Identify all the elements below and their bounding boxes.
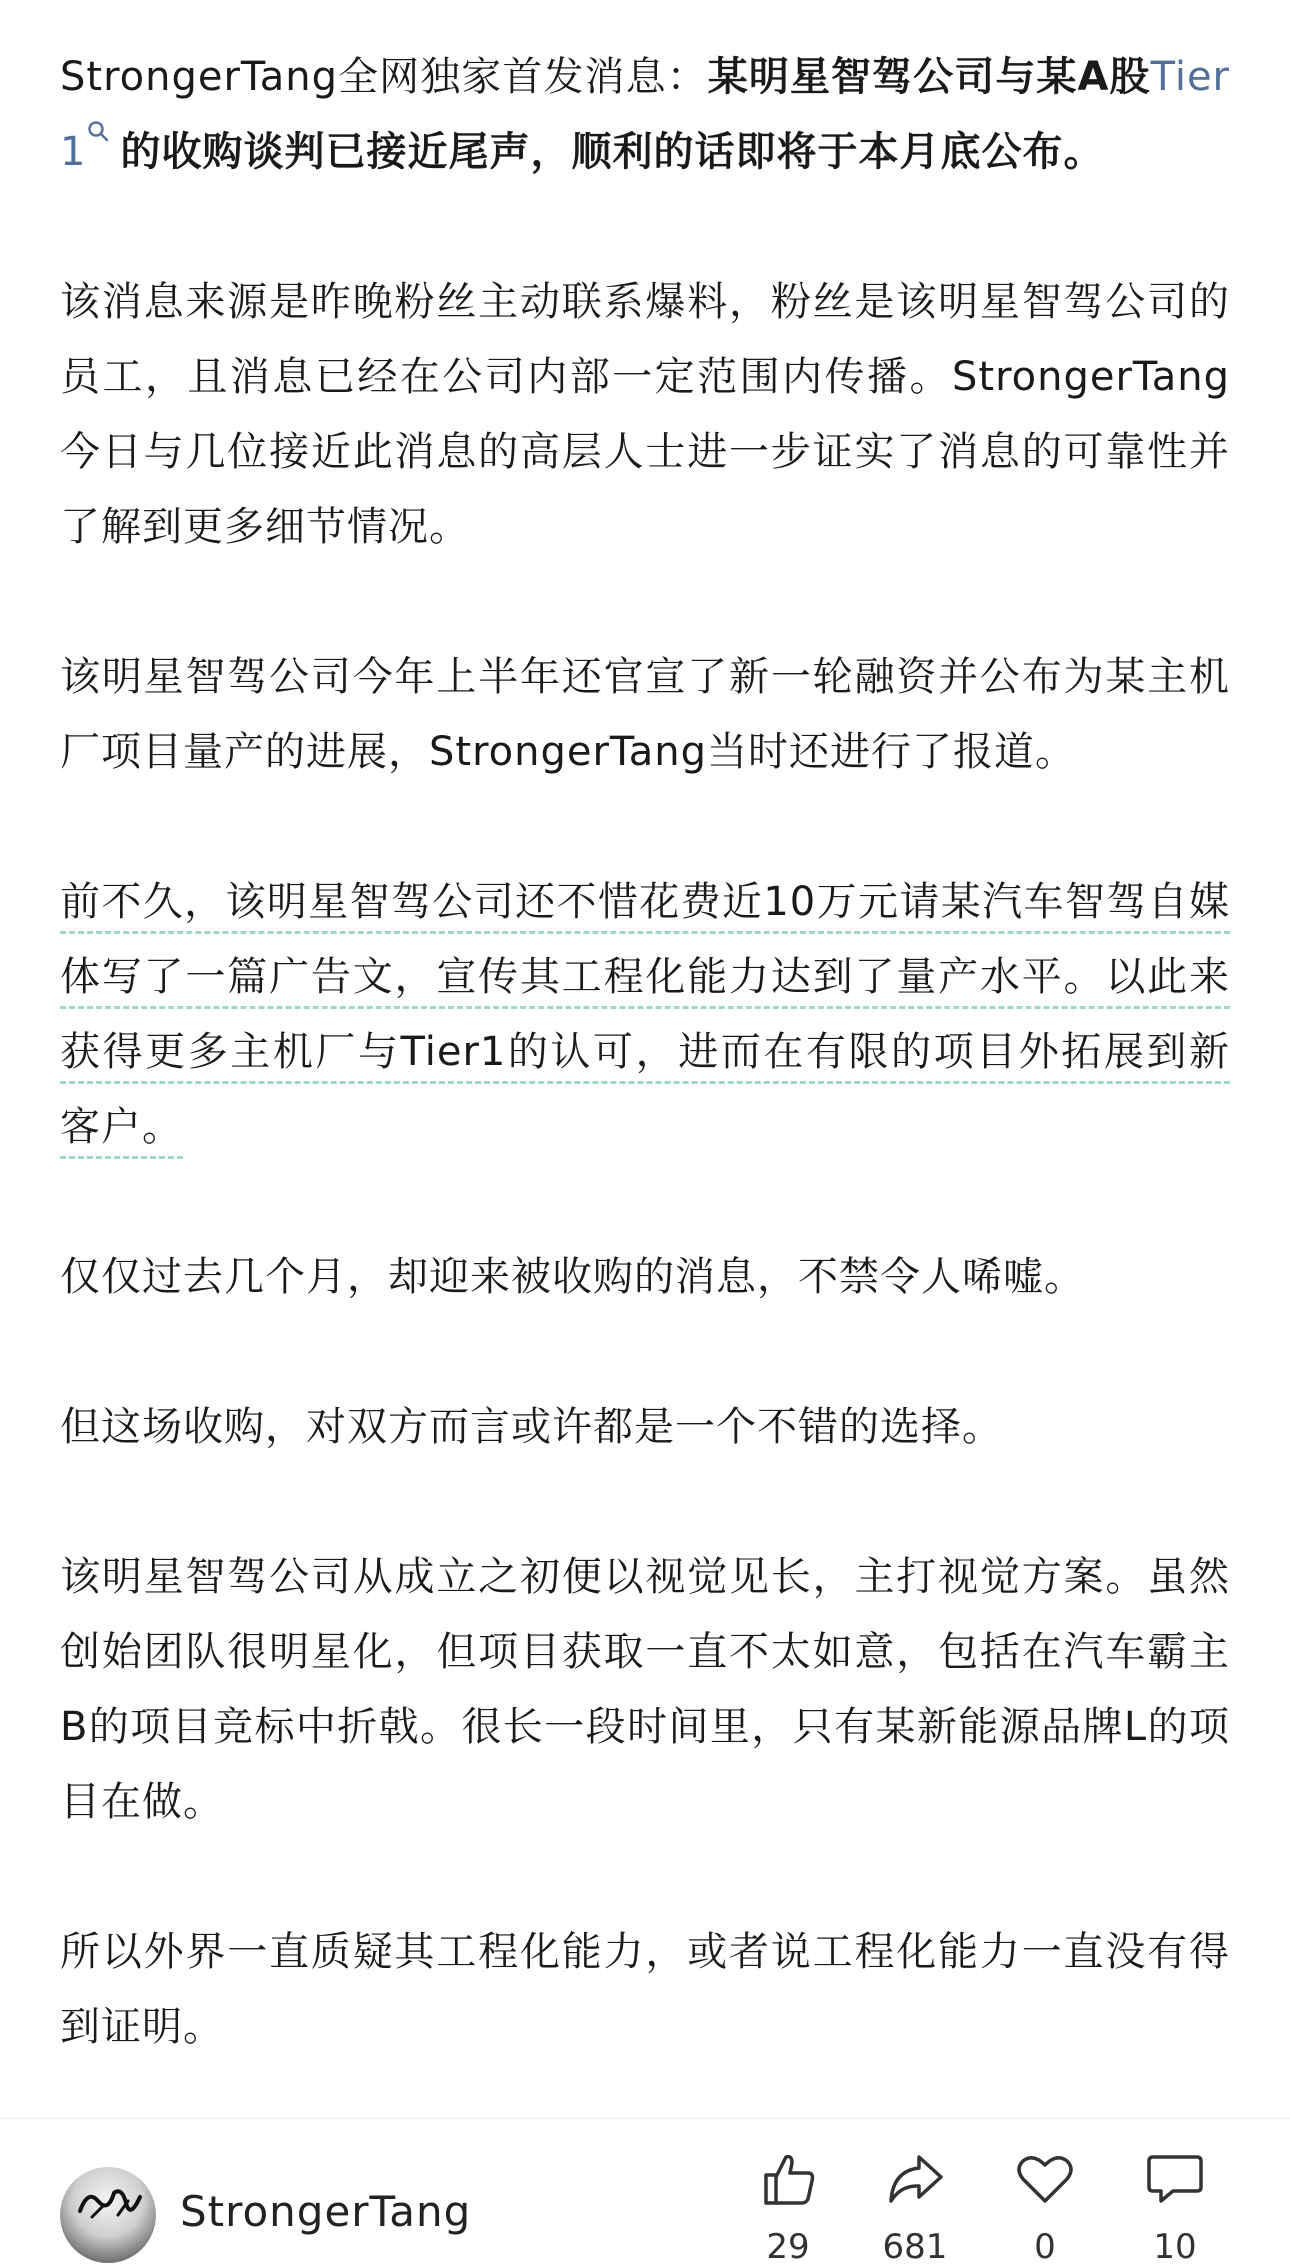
paragraph-4-highlighted[interactable] [60,865,1230,1165]
thumbs-up-icon [758,2149,818,2209]
paragraph-1 [60,40,1230,190]
paragraph-2: 该消息来源是昨晚粉丝主动联系爆料，粉丝是该明星智驾公司的员工，且消息已经在公司内部一定范围内传播。StrongerTang今日与几位接近此消息的高层人士进一步证实了消息的可靠性并了解到更多细节情况。 [60,279,1230,550]
favorite-count: 0 [1034,2227,1056,2265]
paragraph-7: 该明星智驾公司从成立之初便以视觉见长，主打视觉方案。虽然创始团队很明星化，但项目获取一直不太如意，包括在汽车霸主B的项目竞标中折戟。很长一段时间里，只有某新能源品牌L的项目在做。 [60,1554,1230,1825]
paragraph-3: 该明星智驾公司今年上半年还官宣了新一轮融资并公布为某主机厂项目量产的进展，StrongerTang当时还进行了报道。 [60,654,1230,775]
tier1-search-link[interactable]: Tier1 [60,54,1230,175]
paragraph-5: 仅仅过去几个月，却迎来被收购的消息，不禁令人唏嘘。 [60,1254,1085,1300]
headline-bold-1: 某明星智驾公司与某A股 [707,54,1151,100]
intro-text: StrongerTang全网独家首发消息： [60,54,708,100]
highlighted-text[interactable]: 前不久，该明星智驾公司还不惜花费近10万元请某汽车智驾自媒体写了一篇广告文，宣传其工程化能力达到了量产水平。以此来获得更多主机厂与Tier1的认可，进而在有限的项目外拓展到新客户。 [60,879,1230,1159]
share-arrow-icon [885,2149,945,2209]
avatar-calligraphy-icon [74,2183,144,2223]
username[interactable]: StrongerTang [180,2187,472,2236]
paragraph-8: 所以外界一直质疑其工程化能力，或者说工程化能力一直没有得到证明。 [60,1929,1230,2050]
like-count: 29 [766,2227,810,2265]
share-button[interactable] [860,2149,970,2265]
post-action-bar [0,2118,1290,2265]
favorite-button[interactable] [990,2149,1100,2265]
heart-icon [1015,2149,1075,2209]
comment-button[interactable] [1120,2149,1230,2265]
headline-bold-2: 的收购谈判已接近尾声，顺利的话即将于本月底公布。 [120,129,1105,175]
avatar[interactable] [60,2167,156,2263]
share-count: 681 [882,2227,948,2265]
comment-count: 10 [1153,2227,1197,2265]
comment-bubble-icon [1145,2149,1205,2209]
search-icon[interactable] [86,119,110,143]
like-button[interactable] [733,2149,843,2265]
post-article [60,40,1230,2140]
paragraph-6: 但这场收购，对双方而言或许都是一个不错的选择。 [60,1404,1003,1450]
